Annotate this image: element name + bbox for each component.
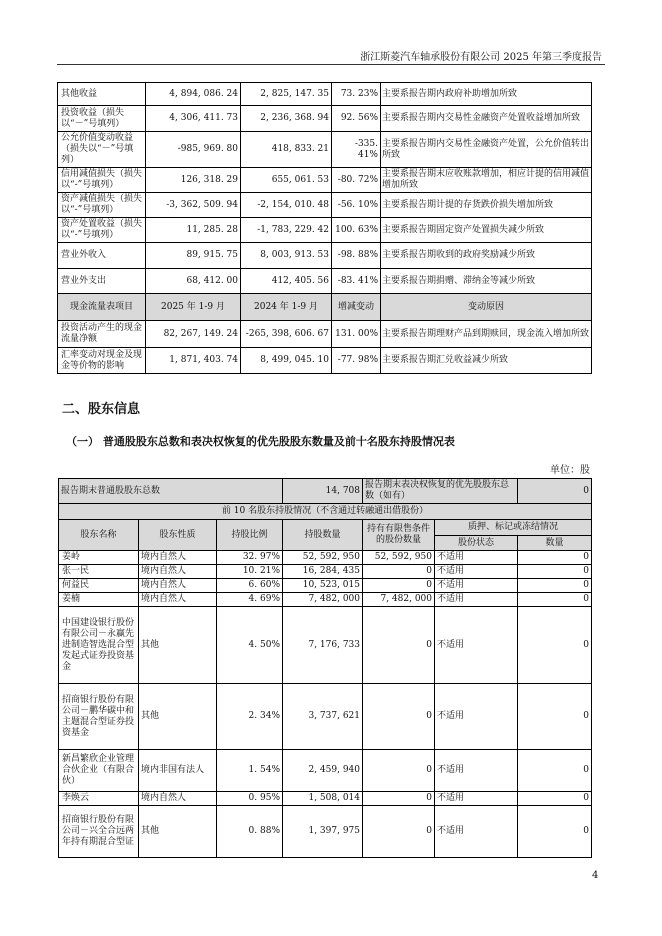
prior-period-cell: -265, 398, 606. 67	[241, 321, 332, 348]
holding-ratio: 0. 95%	[217, 792, 283, 806]
table-row	[58, 243, 592, 269]
report-header-title: 浙江斯菱汽车轴承股份有限公司 2025 年第三季度报告	[360, 52, 602, 63]
holding-qty: 3, 737, 621	[283, 684, 363, 750]
common-holders-value: 14, 708	[283, 479, 363, 504]
column-header: 质押、标记或冻结情况	[435, 520, 592, 536]
current-period-cell: 82, 267, 149. 24	[146, 321, 241, 348]
reason-cell: 主要系报告期固定资产处置损失减少所致	[381, 218, 592, 243]
shareholder-name: 张一民	[59, 565, 139, 579]
top10-title-row	[59, 504, 592, 520]
change-pct-cell: 100. 63%	[332, 218, 381, 243]
shareholder-nature: 境内非国有法人	[139, 750, 217, 792]
reason-cell: 主要系报告期内交易性金融资产处置，公允价值转出所致	[381, 132, 592, 168]
pledge-count: 0	[518, 684, 592, 750]
column-header: 持有有限售条件的股份数量	[363, 520, 435, 551]
restricted-qty: 0	[363, 579, 435, 593]
change-pct-cell: -83. 41%	[332, 269, 381, 294]
income-items-body	[58, 83, 592, 294]
column-header: 2025 年 1-9 月	[146, 294, 241, 321]
item-cell: 投资收益（损失以“－”号填列）	[58, 106, 146, 132]
current-period-cell: 68, 412. 00	[146, 269, 241, 294]
table-row	[59, 750, 592, 792]
table-row	[58, 106, 592, 132]
holding-qty: 1, 397, 975	[283, 806, 363, 858]
pledge-status: 不适用	[435, 607, 518, 684]
restricted-qty: 0	[363, 806, 435, 858]
column-header: 2024 年 1-9 月	[241, 294, 332, 321]
reason-cell: 主要系报告期计提的存货跌价损失增加所致	[381, 193, 592, 218]
column-header: 股东性质	[139, 520, 217, 551]
shareholders-table	[58, 478, 592, 858]
change-pct-cell: -80. 72%	[332, 168, 381, 193]
financial-changes-table	[57, 82, 592, 374]
prior-period-cell: 8, 003, 913. 53	[241, 243, 332, 269]
change-pct-cell: -335. 41%	[332, 132, 381, 168]
shareholder-name: 新昌繁欣企业管理合伙企业（有限合伙）	[59, 750, 139, 792]
holding-ratio: 4. 50%	[217, 607, 283, 684]
pledge-status: 不适用	[435, 593, 518, 607]
shareholder-nature: 境内自然人	[139, 579, 217, 593]
table-row	[58, 348, 592, 374]
table-row	[59, 607, 592, 684]
shareholder-nature: 其他	[139, 806, 217, 858]
holding-qty: 10, 523, 015	[283, 579, 363, 593]
holding-qty: 16, 284, 435	[283, 565, 363, 579]
current-period-cell: 4, 894, 086. 24	[146, 83, 241, 106]
unit-label: 单位：股	[550, 465, 590, 476]
current-period-cell: 126, 318. 29	[146, 168, 241, 193]
holding-qty: 1, 508, 014	[283, 792, 363, 806]
table-row	[59, 792, 592, 806]
reason-cell: 主要系报告期汇兑收益减少所致	[381, 348, 592, 374]
table-row	[59, 684, 592, 750]
pledge-status: 不适用	[435, 565, 518, 579]
item-cell: 营业外收入	[58, 243, 146, 269]
pledge-status: 不适用	[435, 579, 518, 593]
pledge-count: 0	[518, 806, 592, 858]
cashflow-header-row	[58, 294, 592, 321]
pledge-count: 0	[518, 579, 592, 593]
pledge-count: 0	[518, 551, 592, 565]
prior-period-cell: 2, 825, 147. 35	[241, 83, 332, 106]
prior-period-cell: 8, 499, 045. 10	[241, 348, 332, 374]
item-cell: 公允价值变动收益（损失以“－”号填列）	[58, 132, 146, 168]
subsection-title: （一） 普通股股东总数和表决权恢复的优先股股东数量及前十名股东持股情况表	[66, 435, 455, 448]
table-row	[58, 168, 592, 193]
item-cell: 投资活动产生的现金流量净额	[58, 321, 146, 348]
column-header: 数量	[518, 536, 592, 551]
holding-ratio: 10. 21%	[217, 565, 283, 579]
preferred-holders-label: 报告期末表决权恢复的优先股股东总数（如有）	[363, 479, 518, 504]
restricted-qty: 0	[363, 750, 435, 792]
column-header: 股份状态	[435, 536, 518, 551]
table-row	[58, 321, 592, 348]
page-number: 4	[592, 870, 599, 881]
pledge-count: 0	[518, 750, 592, 792]
pledge-count: 0	[518, 607, 592, 684]
column-header: 现金流量表项目	[58, 294, 146, 321]
holding-qty: 2, 459, 940	[283, 750, 363, 792]
column-header: 持股比例	[217, 520, 283, 551]
holding-qty: 7, 482, 000	[283, 593, 363, 607]
pledge-status: 不适用	[435, 792, 518, 806]
shareholder-nature: 境内自然人	[139, 792, 217, 806]
shareholder-name: 中国建设银行股份有限公司－永赢先进制造智选混合型发起式证券投资基金	[59, 607, 139, 684]
change-pct-cell: 73. 23%	[332, 83, 381, 106]
table-row	[58, 83, 592, 106]
prior-period-cell: 418, 833. 21	[241, 132, 332, 168]
pledge-status: 不适用	[435, 750, 518, 792]
restricted-qty: 0	[363, 565, 435, 579]
reason-cell: 主要系报告期收到的政府奖励减少所致	[381, 243, 592, 269]
prior-period-cell: -1, 783, 229. 42	[241, 218, 332, 243]
prior-period-cell: -2, 154, 010. 48	[241, 193, 332, 218]
holding-ratio: 0. 88%	[217, 806, 283, 858]
table-row	[58, 269, 592, 294]
table-row	[58, 193, 592, 218]
restricted-qty: 52, 592, 950	[363, 551, 435, 565]
change-pct-cell: -77. 98%	[332, 348, 381, 374]
shareholder-nature: 境内自然人	[139, 593, 217, 607]
pledge-status: 不适用	[435, 551, 518, 565]
current-period-cell: 4, 306, 411. 73	[146, 106, 241, 132]
summary-row	[59, 479, 592, 504]
item-cell: 信用减值损失（损失以“-”号填列）	[58, 168, 146, 193]
current-period-cell: -985, 969. 80	[146, 132, 241, 168]
shareholder-nature: 其他	[139, 607, 217, 684]
common-holders-label: 报告期末普通股股东总数	[59, 479, 283, 504]
restricted-qty: 0	[363, 792, 435, 806]
item-cell: 资产减值损失（损失以“-”号填列）	[58, 193, 146, 218]
shareholder-name: 何益民	[59, 579, 139, 593]
table-row	[59, 565, 592, 579]
restricted-qty: 7, 482, 000	[363, 593, 435, 607]
column-header: 持股数量	[283, 520, 363, 551]
table-row	[59, 579, 592, 593]
prior-period-cell: 412, 405. 56	[241, 269, 332, 294]
table-row	[58, 218, 592, 243]
pledge-count: 0	[518, 792, 592, 806]
holding-qty: 7, 176, 733	[283, 607, 363, 684]
pledge-status: 不适用	[435, 684, 518, 750]
change-pct-cell: -56. 10%	[332, 193, 381, 218]
reason-cell: 主要系报告期内政府补助增加所致	[381, 83, 592, 106]
reason-cell: 主要系报告期内交易性金融资产处置收益增加所致	[381, 106, 592, 132]
shareholder-name: 姜楠	[59, 593, 139, 607]
change-pct-cell: 92. 56%	[332, 106, 381, 132]
section-title: 二、股东信息	[62, 402, 141, 417]
pledge-status: 不适用	[435, 806, 518, 858]
restricted-qty: 0	[363, 684, 435, 750]
shareholder-name: 招商银行股份有限公司－鹏华碳中和主题混合型证券投资基金	[59, 684, 139, 750]
holding-ratio: 2. 34%	[217, 684, 283, 750]
shareholder-nature: 境内自然人	[139, 565, 217, 579]
shareholder-name: 李焕云	[59, 792, 139, 806]
item-cell: 营业外支出	[58, 269, 146, 294]
holding-ratio: 4. 69%	[217, 593, 283, 607]
holding-ratio: 32. 97%	[217, 551, 283, 565]
shareholder-name: 姜岭	[59, 551, 139, 565]
current-period-cell: -3, 362, 509. 94	[146, 193, 241, 218]
item-cell: 其他收益	[58, 83, 146, 106]
item-cell: 资产处置收益（损失以“-”号填列）	[58, 218, 146, 243]
change-pct-cell: 131. 00%	[332, 321, 381, 348]
prior-period-cell: 2, 236, 368. 94	[241, 106, 332, 132]
column-header: 增减变动	[332, 294, 381, 321]
table-row	[59, 551, 592, 565]
pledge-count: 0	[518, 565, 592, 579]
prior-period-cell: 655, 061. 53	[241, 168, 332, 193]
preferred-holders-value: 0	[518, 479, 592, 504]
reason-cell: 主要系报告期理财产品到期赎回，现金流入增加所致	[381, 321, 592, 348]
holding-ratio: 6. 60%	[217, 579, 283, 593]
header-divider	[57, 64, 605, 65]
holding-qty: 52, 592, 950	[283, 551, 363, 565]
shareholder-nature: 境内自然人	[139, 551, 217, 565]
top10-title: 前 10 名股东持股情况（不含通过转融通出借股份）	[59, 504, 592, 520]
current-period-cell: 1, 871, 403. 74	[146, 348, 241, 374]
column-header-row	[59, 520, 592, 536]
change-pct-cell: -98. 88%	[332, 243, 381, 269]
current-period-cell: 89, 915. 75	[146, 243, 241, 269]
pledge-count: 0	[518, 593, 592, 607]
shareholder-name: 招商银行股份有限公司－兴全合远两年持有期混合型证	[59, 806, 139, 858]
item-cell: 汇率变动对现金及现金等价物的影响	[58, 348, 146, 374]
table-row	[59, 593, 592, 607]
column-header: 变动原因	[381, 294, 592, 321]
holding-ratio: 1. 54%	[217, 750, 283, 792]
shareholder-nature: 其他	[139, 684, 217, 750]
column-header: 股东名称	[59, 520, 139, 551]
current-period-cell: 11, 285. 28	[146, 218, 241, 243]
cashflow-body	[58, 294, 592, 374]
table-row	[58, 132, 592, 168]
table-row	[59, 806, 592, 858]
restricted-qty: 0	[363, 607, 435, 684]
reason-cell: 主要系报告期末应收账款增加，相应计提的信用减值增加所致	[381, 168, 592, 193]
reason-cell: 主要系报告期捐赠、滞纳金等减少所致	[381, 269, 592, 294]
